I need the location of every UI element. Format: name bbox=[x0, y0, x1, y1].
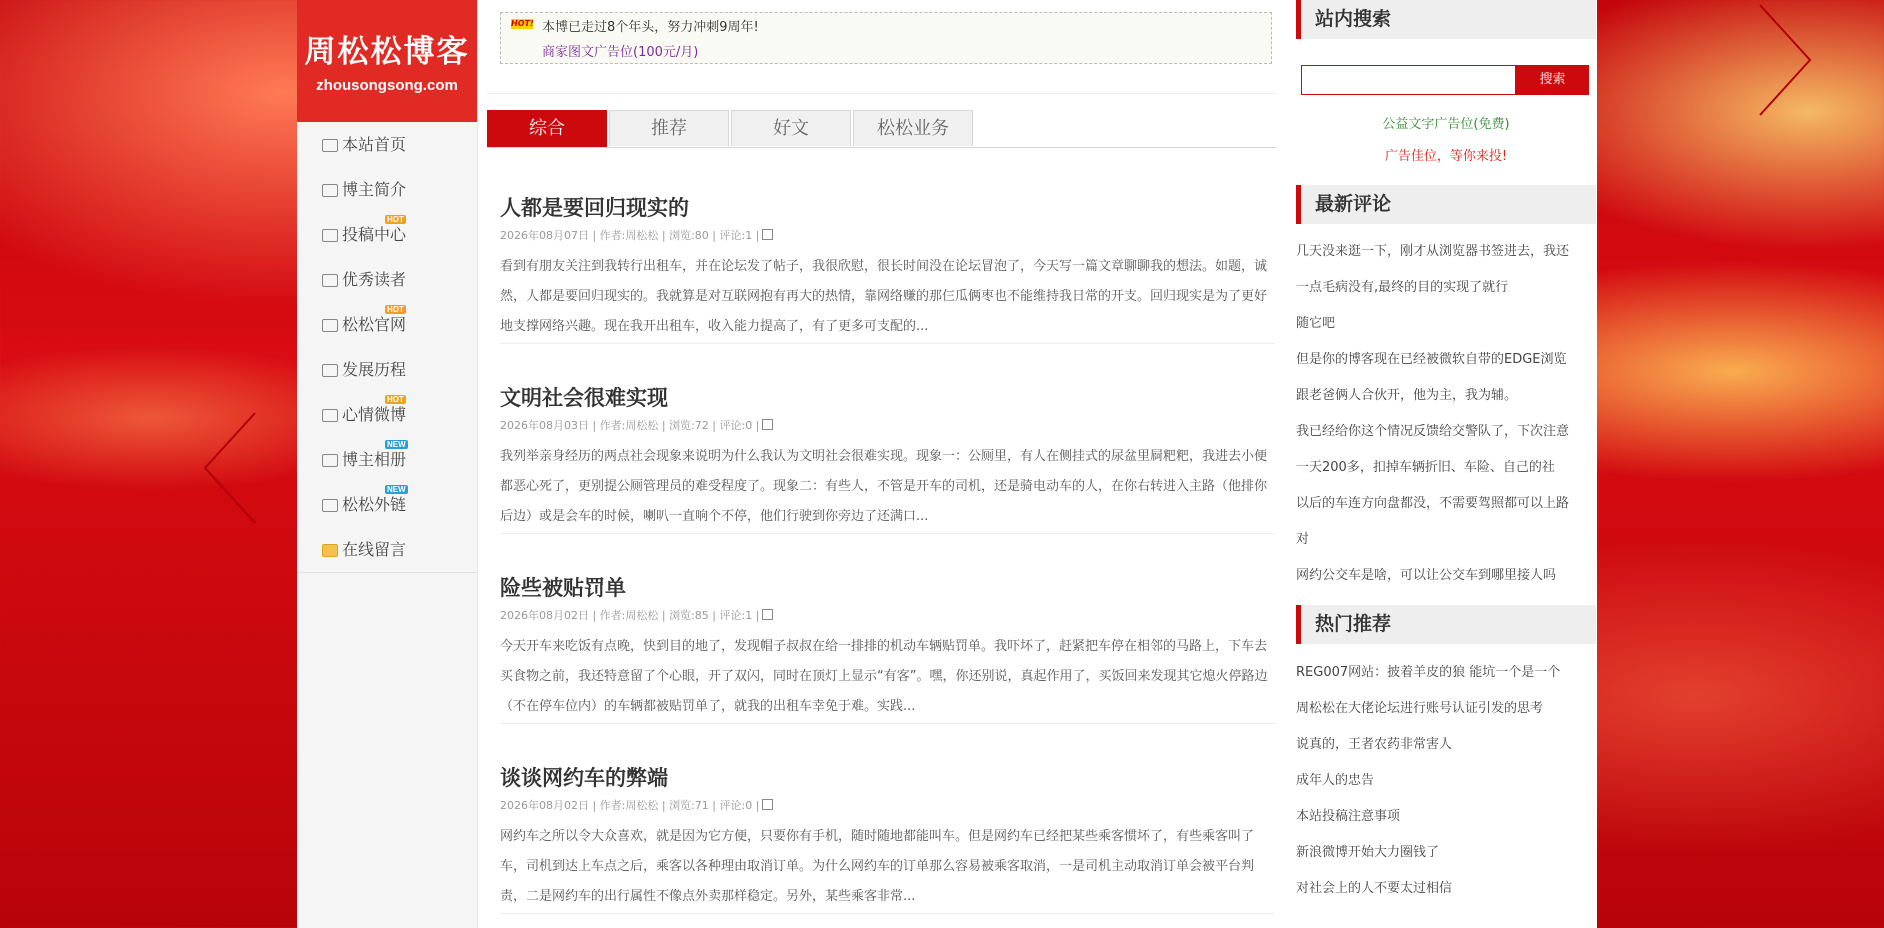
tab-general[interactable]: 综合 bbox=[487, 110, 607, 147]
post-title[interactable]: 险些被贴罚单 bbox=[500, 576, 626, 600]
monitor-icon bbox=[322, 184, 338, 197]
nav-item[interactable] bbox=[297, 347, 477, 392]
notice-text: 本博已走过8个年头，努力冲刺9周年! bbox=[542, 20, 759, 35]
post-excerpt: 看到有朋友关注到我转行出租车，并在论坛发了帖子，我很欣慰，很长时间没在论坛冒泡了，今天写一篇文章聊聊我的想法。如题，诚然，人都是要回归现实的。我就算是对互联网抱有再大的热情，靠网络赚的那仨瓜俩枣也不能维持我日常的开支。回归现实是为了更好地支撑网络兴趣。现在我开出租车，收入能力提高了，有了更多可支配的... bbox=[500, 259, 1268, 334]
nav-item[interactable] bbox=[297, 257, 477, 302]
laptop-icon bbox=[322, 499, 338, 512]
nav-item-label: 博主相册 bbox=[342, 450, 407, 469]
nav-item[interactable] bbox=[297, 437, 477, 482]
nav-item-label: 心情微博 bbox=[342, 405, 407, 424]
post-title[interactable]: 文明社会很难实现 bbox=[500, 386, 668, 410]
post-meta-text: 2026年08月03日 | 作者:周松松 | 浏览:72 | 评论:0 | bbox=[500, 419, 760, 432]
logo-chinese: 周松松博客 bbox=[304, 34, 470, 70]
nav-item-label: 松松官网 bbox=[342, 315, 407, 334]
mail-icon bbox=[322, 544, 338, 557]
post-excerpt: 我列举亲身经历的两点社会现象来说明为什么我认为文明社会很难实现。现象一：公厕里，有人在侧挂式的尿盆里屙粑粑，我进去小便都恶心死了，更别提公厕管理员的难受程度了。现象二：有些人，不管是开车的司机，还是骑电动车的人，在你右转进入主路（他排你后边）或是会车的时候，喇叭一直响个不停，他们行驶到你旁边了还满口... bbox=[500, 449, 1268, 524]
play-icon bbox=[322, 409, 338, 422]
qrcode-icon[interactable] bbox=[762, 229, 773, 240]
hot-item[interactable]: 对社会上的人不要太过相信 bbox=[1296, 881, 1453, 896]
hot-heading: 热门推荐 bbox=[1296, 605, 1596, 644]
qrcode-icon[interactable] bbox=[762, 609, 773, 620]
nav-list bbox=[297, 122, 477, 573]
comment-item[interactable]: 几天没来逛一下，刚才从浏览器书签进去，我还 bbox=[1296, 244, 1570, 259]
hot-item[interactable]: 本站投稿注意事项 bbox=[1296, 809, 1401, 824]
notice-board bbox=[500, 12, 1272, 64]
comment-item[interactable]: 但是你的博客现在已经被微软自带的EDGE浏览 bbox=[1296, 352, 1567, 367]
tab-business[interactable]: 松松业务 bbox=[853, 110, 973, 146]
comments-heading: 最新评论 bbox=[1296, 185, 1596, 224]
comment-item[interactable]: 以后的车连方向盘都没，不需要驾照都可以上路 bbox=[1296, 496, 1570, 511]
free-text-ad[interactable]: 公益文字广告位(免费) bbox=[1382, 117, 1510, 132]
post-title[interactable]: 谈谈网约车的弊端 bbox=[500, 766, 668, 790]
tab-recommended[interactable]: 推荐 bbox=[609, 110, 729, 146]
category-tabs bbox=[487, 110, 1277, 148]
carousel-next-icon[interactable] bbox=[1635, 0, 1884, 120]
hot-icon: HOT! bbox=[511, 19, 534, 28]
hot-item[interactable]: 成年人的忠告 bbox=[1296, 773, 1375, 788]
hot-badge: HOT bbox=[387, 215, 404, 224]
post-meta bbox=[500, 607, 773, 623]
post-meta bbox=[500, 417, 773, 433]
qrcode-icon[interactable] bbox=[762, 419, 773, 430]
comment-item[interactable]: 随它吧 bbox=[1296, 316, 1336, 331]
hot-badge: HOT bbox=[387, 305, 404, 314]
hot-item[interactable]: 周松松在大佬论坛进行账号认证引发的思考 bbox=[1296, 701, 1544, 716]
post-title[interactable]: 人都是要回归现实的 bbox=[500, 196, 689, 220]
carousel-prev-icon[interactable] bbox=[200, 408, 260, 528]
post-excerpt: 网约车之所以令大众喜欢，就是因为它方便，只要你有手机，随时随地都能叫车。但是网约车已经把某些乘客惯坏了，有些乘客叫了车，司机到达上车点之后，乘客以各种理由取消订单。为什么网约车的订单那么容易被乘客取消，一是司机主动取消订单会被平台判责，二是网约车的出行属性不像点外卖那样稳定。另外，某些乘客非常... bbox=[500, 829, 1255, 904]
nav-item-label: 松松外链 bbox=[342, 495, 407, 514]
nav-item[interactable] bbox=[297, 122, 477, 167]
post-meta-text: 2026年08月02日 | 作者:周松松 | 浏览:85 | 评论:1 | bbox=[500, 609, 760, 622]
hot-item[interactable]: REG007网站：披着羊皮的狼 能坑一个是一个 bbox=[1296, 665, 1561, 680]
left-sidebar-nav bbox=[297, 0, 478, 928]
comment-item[interactable]: 我已经给你这个情况反馈给交警队了，下次注意 bbox=[1296, 424, 1570, 439]
divider bbox=[487, 93, 1277, 94]
post-meta bbox=[500, 227, 773, 243]
users-icon bbox=[322, 454, 338, 467]
page-container bbox=[297, 0, 1597, 928]
user-card-icon bbox=[322, 274, 338, 287]
post-item bbox=[500, 344, 1275, 534]
nav-item-label: 本站首页 bbox=[342, 135, 407, 154]
nav-item[interactable] bbox=[297, 167, 477, 212]
comment-item[interactable]: 对 bbox=[1296, 532, 1310, 547]
nav-item-label: 在线留言 bbox=[342, 540, 407, 559]
search-input[interactable] bbox=[1301, 65, 1516, 95]
main-content bbox=[487, 0, 1277, 914]
nav-item-label: 发展历程 bbox=[342, 360, 407, 379]
right-sidebar bbox=[1296, 0, 1596, 907]
comment-item[interactable]: 跟老爸俩人合伙开，他为主，我为辅。 bbox=[1296, 388, 1518, 403]
comments-list bbox=[1296, 234, 1596, 594]
new-badge: NEW bbox=[387, 440, 406, 449]
search-form bbox=[1301, 65, 1591, 95]
comment-item[interactable]: 一点毛病没有,最终的目的实现了就行 bbox=[1296, 280, 1509, 295]
nav-item[interactable] bbox=[297, 527, 477, 572]
monitor-icon bbox=[322, 139, 338, 152]
nav-item-label: 博主简介 bbox=[342, 180, 407, 199]
qrcode-icon[interactable] bbox=[762, 799, 773, 810]
tab-good-articles[interactable]: 好文 bbox=[731, 110, 851, 146]
paid-ad-slot[interactable]: 广告佳位，等你来投! bbox=[1384, 149, 1508, 164]
post-excerpt: 今天开车来吃饭有点晚，快到目的地了，发现帽子叔叔在给一排排的机动车辆贴罚单。我吓坏了，赶紧把车停在相邻的马路上，下车去买食物之前，我还特意留了个心眼，开了双闪，同时在顶灯上显示“有客”。嘿，你还别说，真起作用了，买饭回来发现其它熄火停路边（不在停车位内）的车辆都被贴罚单了，就我的出租车幸免于难。实践... bbox=[500, 639, 1268, 714]
nav-item[interactable] bbox=[297, 302, 477, 347]
monitor-icon bbox=[322, 319, 338, 332]
post-item bbox=[500, 534, 1275, 724]
hot-list bbox=[1296, 655, 1596, 907]
hot-item[interactable]: 新浪微博开始大力圈钱了 bbox=[1296, 845, 1440, 860]
hot-badge: HOT bbox=[387, 395, 404, 404]
nav-item[interactable] bbox=[297, 212, 477, 257]
search-heading: 站内搜索 bbox=[1296, 0, 1596, 39]
post-meta-text: 2026年08月07日 | 作者:周松松 | 浏览:80 | 评论:1 | bbox=[500, 229, 760, 242]
post-meta bbox=[500, 797, 773, 813]
post-item bbox=[500, 154, 1275, 344]
book-icon bbox=[322, 229, 338, 242]
hot-item[interactable]: 说真的，王者农药非常害人 bbox=[1296, 737, 1453, 752]
post-item bbox=[500, 724, 1275, 914]
ad-link[interactable]: 商家图文广告位(100元/月) bbox=[542, 45, 699, 60]
search-button[interactable]: 搜索 bbox=[1516, 65, 1589, 95]
nav-item-label: 优秀读者 bbox=[342, 270, 407, 289]
post-meta-text: 2026年08月02日 | 作者:周松松 | 浏览:71 | 评论:0 | bbox=[500, 799, 760, 812]
monitor-icon bbox=[322, 364, 338, 377]
comment-item[interactable]: 网约公交车是啥，可以让公交车到哪里接人吗 bbox=[1296, 568, 1557, 583]
nav-item[interactable] bbox=[297, 482, 477, 527]
nav-item-label: 投稿中心 bbox=[342, 225, 407, 244]
new-badge: NEW bbox=[387, 485, 406, 494]
nav-item[interactable] bbox=[297, 392, 477, 437]
logo-domain: zhousongsong.com bbox=[316, 77, 458, 94]
site-logo[interactable] bbox=[297, 0, 477, 122]
comment-item[interactable]: 一天200多，扣掉车辆折旧、车险、自己的社 bbox=[1296, 460, 1555, 475]
